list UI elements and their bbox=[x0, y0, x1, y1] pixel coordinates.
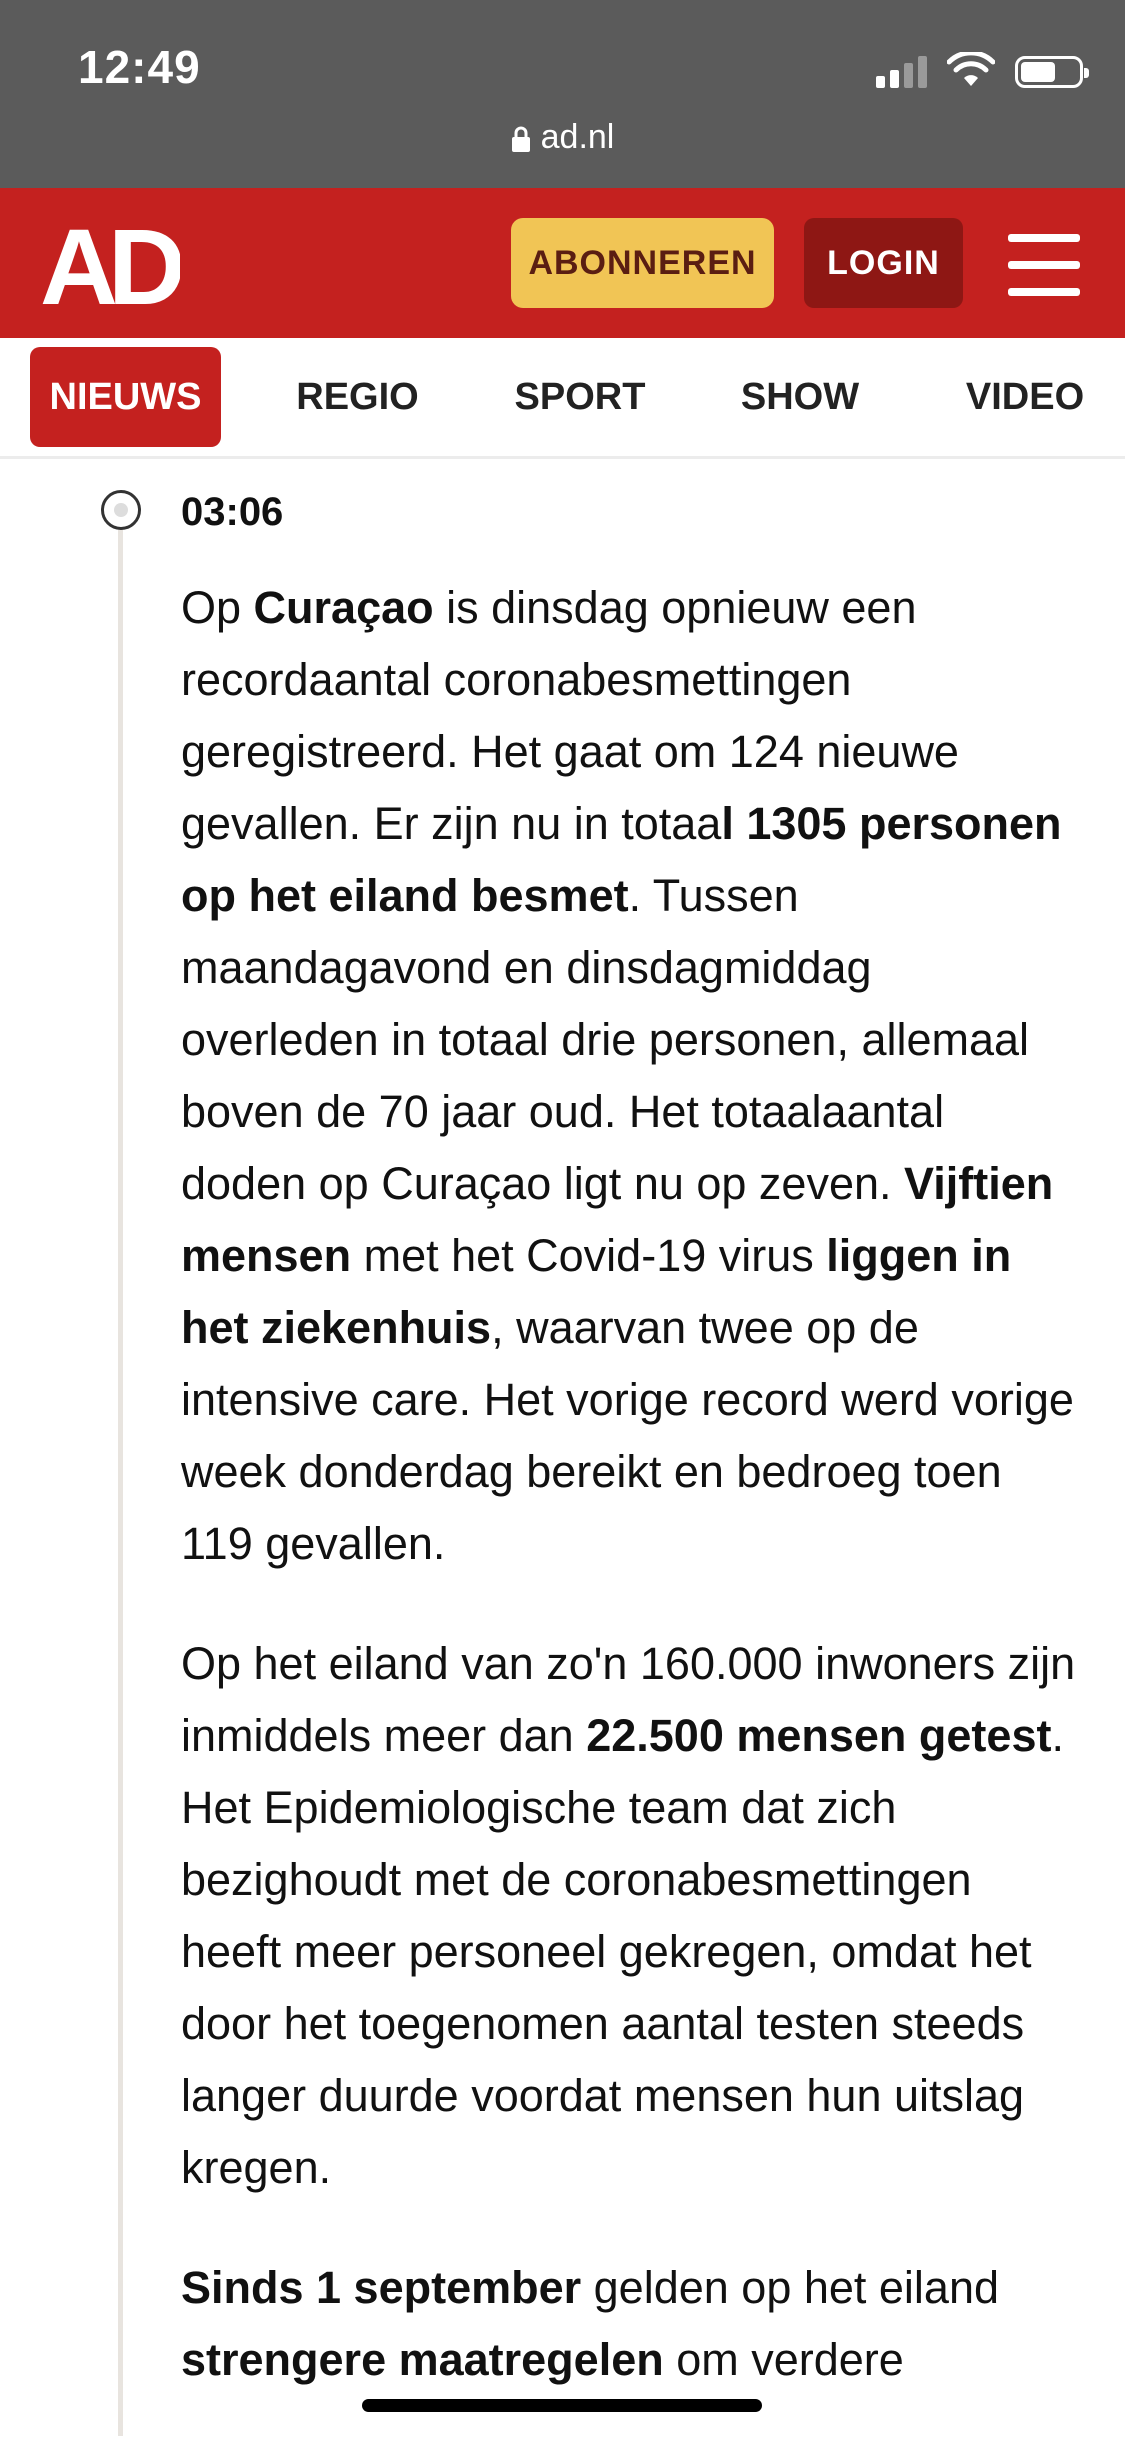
status-bar bbox=[0, 0, 1125, 188]
lock-icon bbox=[511, 125, 531, 153]
timeline-line bbox=[118, 510, 123, 2436]
battery-icon bbox=[1015, 56, 1083, 88]
ad-logo[interactable] bbox=[40, 220, 180, 310]
tab-show[interactable]: SHOW bbox=[740, 375, 860, 418]
login-button[interactable]: LOGIN bbox=[804, 218, 963, 308]
tab-video[interactable]: VIDEO bbox=[965, 375, 1085, 418]
post-paragraph: Sinds 1 september gelden op het eiland strengere maatregelen om verdere bbox=[181, 2262, 1000, 2385]
tab-regio[interactable]: REGIO bbox=[296, 375, 419, 418]
post-timestamp: 03:06 bbox=[181, 490, 284, 534]
status-icons bbox=[876, 52, 1083, 88]
live-blog-post bbox=[181, 572, 1081, 2444]
cellular-signal-icon bbox=[876, 54, 927, 88]
wifi-icon bbox=[947, 52, 995, 88]
home-indicator[interactable] bbox=[362, 2399, 762, 2412]
timeline-dot-icon bbox=[101, 490, 141, 530]
url-text: ad.nl bbox=[540, 118, 615, 156]
tab-sport[interactable]: SPORT bbox=[514, 375, 646, 418]
status-time: 12:49 bbox=[78, 41, 201, 93]
menu-icon[interactable] bbox=[1008, 234, 1080, 296]
address-bar[interactable] bbox=[0, 118, 1125, 157]
subscribe-button[interactable]: ABONNEREN bbox=[511, 218, 774, 308]
ad-logo-text: AD bbox=[40, 220, 176, 310]
tab-nieuws[interactable]: NIEUWS bbox=[30, 347, 221, 447]
post-paragraph: Op het eiland van zo'n 160.000 inwoners zijn inmiddels meer dan 22.500 mensen getest. Het Epidemiologische team dat zich bezighoudt met de coronabesmettingen heeft meer personeel gekregen, omdat het door het toegenomen aantal testen steeds langer duurde voordat mensen hun uitslag kregen. bbox=[181, 1638, 1076, 2193]
post-paragraph: Op Curaçao is dinsdag opnieuw een recordaantal coronabesmettingen geregistreerd. Het gaat om 124 nieuwe gevallen. Er zijn nu in totaal 1305 personen op het eiland besmet. Tussen maandagavond en dinsdagmiddag overleden in totaal drie personen, allemaal boven de 70 jaar oud. Het totaalaantal doden op Curaçao ligt nu op zeven. Vijftien mensen met het Covid-19 virus liggen in het ziekenhuis, waarvan twee op de intensive care. Het vorige record werd vorige week donderdag bereikt en bedroeg toen 119 gevallen. bbox=[181, 582, 1074, 1569]
